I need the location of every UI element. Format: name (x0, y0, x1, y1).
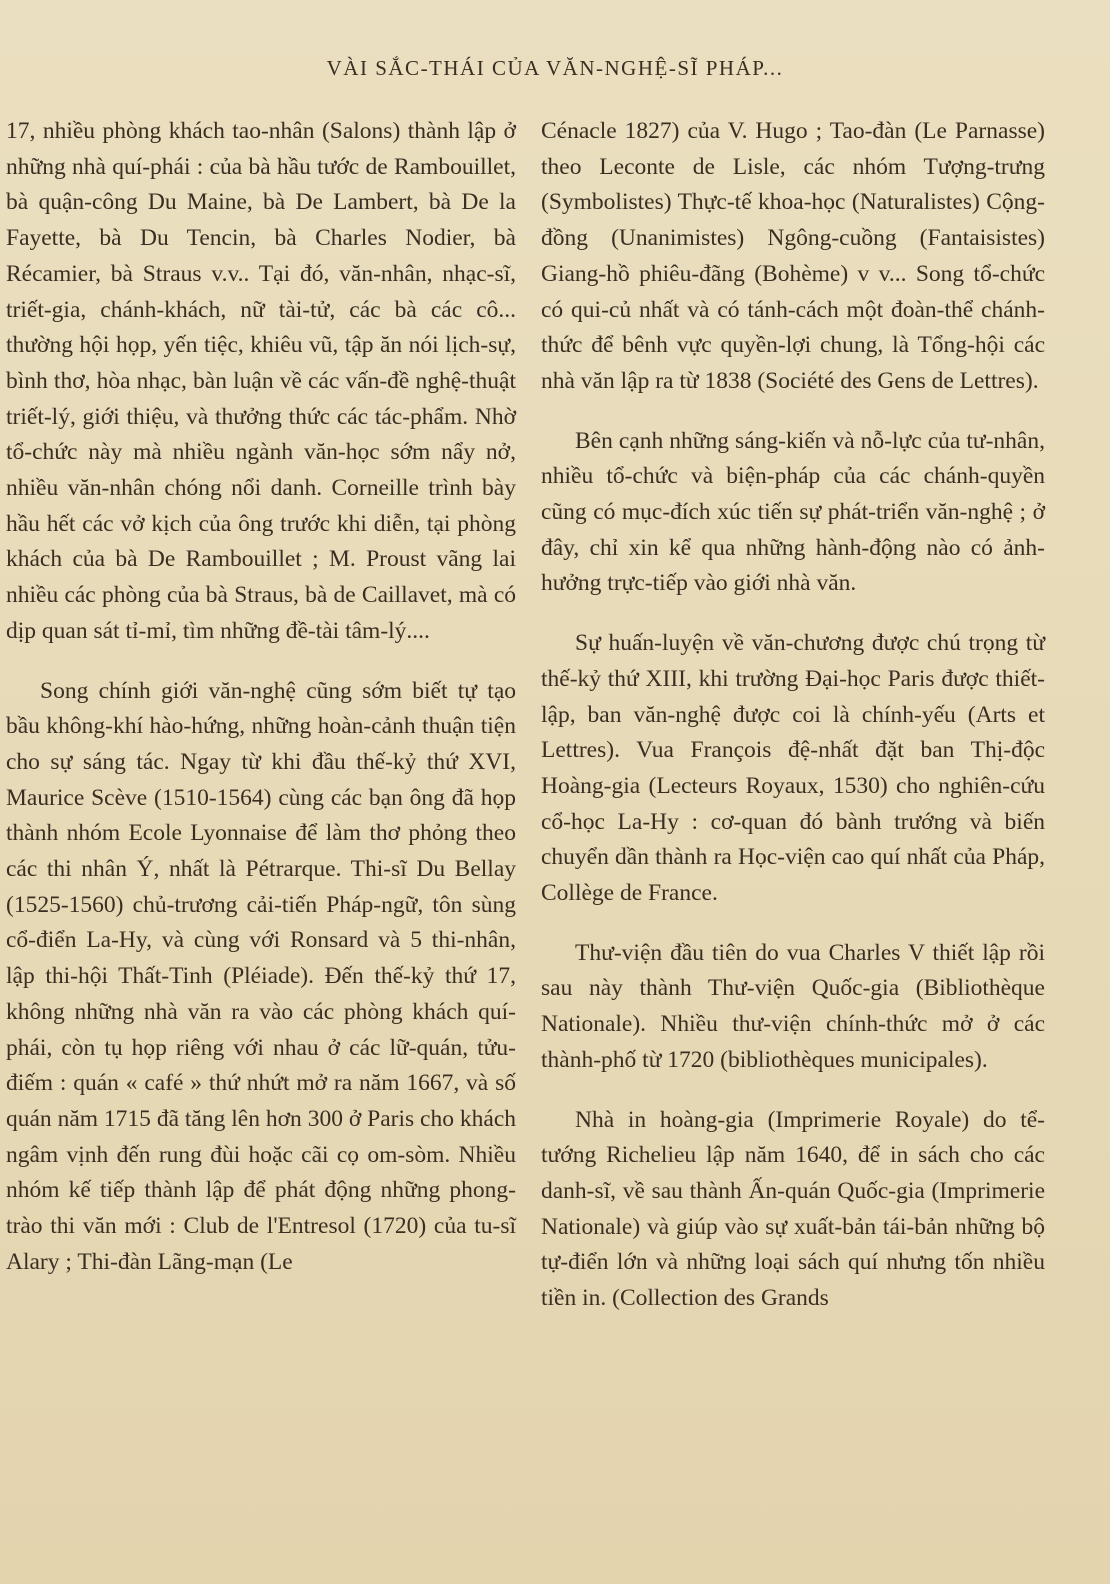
paragraph: 17, nhiều phòng khách tao-nhân (Salons) thành lập ở những nhà quí-phái : của bà hầu tước de Rambouillet, bà quận-công Du Maine, bà De Lambert, bà De la Fayette, bà Du Tencin, bà Charles Nodier, bà Récamier, bà Straus v.v.. Tại đó, văn-nhân, nhạc-sĩ, triết-gia, chánh-khách, nữ tài-tử, các bà các cô... thường hội họp, yến tiệc, khiêu vũ, tập ăn nói lịch-sự, bình thơ, hòa nhạc, bàn luận về các vấn-đề nghệ-thuật triết-lý, giới thiệu, và thưởng thức các tác-phẩm. Nhờ tổ-chức này mà nhiều ngành văn-học sớm nẩy nở, nhiều văn-nhân chóng nổi danh. Corneille trình bày hầu hết các vở kịch của ông trước khi diễn, tại phòng khách của bà De Rambouillet ; M. Proust vãng lai nhiều các phòng của bà Straus, bà de Caillavet, mà có dịp quan sát tỉ-mỉ, tìm những đề-tài tâm-lý.... (6, 118, 516, 644)
paragraph: Song chính giới văn-nghệ cũng sớm biết tự tạo bầu không-khí hào-hứng, những hoàn-cảnh thuận tiện cho sự sáng tác. Ngay từ khi đầu thế-kỷ thứ XVI, Maurice Scève (1510-1564) cùng các bạn ông đã họp thành nhóm Ecole Lyonnaise để làm thơ phỏng theo các thi nhân Ý, nhất là Pétrarque. Thi-sĩ Du Bellay (1525-1560) chủ-trương cải-tiến Pháp-ngữ, tôn sùng cổ-điển La-Hy, và cùng với Ronsard và 5 thi-nhân, lập thi-hội Thất-Tinh (Pléiade). Đến thế-kỷ thứ 17, không những nhà văn ra vào các phòng khách quí-phái, còn tụ họp riêng với nhau ở các lữ-quán, tửu-điếm : quán « café » thứ nhứt mở ra năm 1667, và số quán năm 1715 đã tăng lên hơn 300 ở Paris cho khách ngâm vịnh đến rung đùi hoặc cãi cọ om-sòm. Nhiều nhóm kế tiếp thành lập để phát động những phong-trào thi văn mới : Club de l'Entresol (1720) của tu-sĩ Alary ; Thi-đàn Lãng-mạn (Le (6, 677, 516, 1275)
paragraph: Nhà in hoàng-gia (Imprimerie Royale) do tể-tướng Richelieu lập năm 1640, để in sách cho các danh-sĩ, về sau thành Ấn-quán Quốc-gia (Imprimerie Nationale) và giúp vào sự xuất-bản tái-bản những bộ tự-điển lớn và những loại sách quí nhưng tốn nhiều tiền in. (Collection des Grands (541, 1106, 1045, 1312)
paragraph: Sự huấn-luyện về văn-chương được chú trọng từ thế-kỷ thứ XIII, khi trường Đại-học Paris được thiết-lập, ban văn-nghệ được coi là chính-yếu (Arts et Lettres). Vua François đệ-nhất đặt ban Thị-độc Hoàng-gia (Lecteurs Royaux, 1530) cho nghiên-cứu cổ-học La-Hy : cơ-quan đó bành trướng và biến chuyển dần thành ra Học-viện cao quí nhất của Pháp, Collège de France. (541, 630, 1045, 907)
paragraph: Cénacle 1827) của V. Hugo ; Tao-đàn (Le Parnasse) theo Leconte de Lisle, các nhóm Tượng-trưng (Symbolistes) Thực-tế khoa-học (Naturalistes) Cộng-đồng (Unanimistes) Ngông-cuồng (Fantaisistes) Giang-hồ phiêu-đãng (Bohème) v v... Song tổ-chức có qui-củ nhất và có tánh-cách một đoàn-thể chánh-thức để bênh vực quyền-lợi chung, là Tổng-hội các nhà văn lập ra từ 1838 (Société des Gens de Lettres). (541, 118, 1045, 394)
running-head: VÀI SẮC-THÁI CỦA VĂN-NGHỆ-SĨ PHÁP... (326, 56, 784, 80)
paragraph: Bên cạnh những sáng-kiến và nỗ-lực của tư-nhân, nhiều tổ-chức và biện-pháp của các chánh-quyền cũng có mục-đích xúc tiến sự phát-triển văn-nghệ ; ở đây, chỉ xin kể qua những hành-động nào có ảnh-hưởng trực-tiếp vào giới nhà văn. (541, 427, 1045, 597)
left-column (6, 114, 516, 1281)
paragraph: Thư-viện đầu tiên do vua Charles V thiết lập rồi sau này thành Thư-viện Quốc-gia (Bibliothèque Nationale). Nhiều thư-viện chính-thức mở ở các thành-phố từ 1720 (bibliothèques municipales). (541, 939, 1045, 1073)
right-column (541, 114, 1045, 1317)
